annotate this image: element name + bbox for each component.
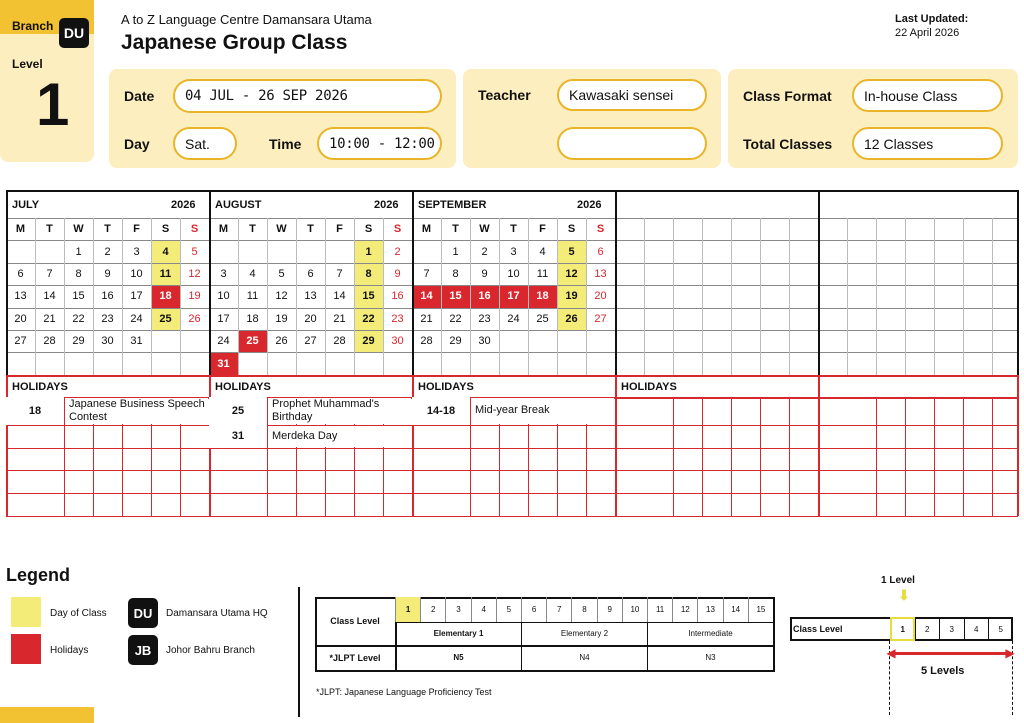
- weekday-header: S: [364, 223, 373, 236]
- weekday-header: T: [307, 223, 314, 236]
- holiday-grid-line-h: [6, 425, 1018, 426]
- holidays-heading: HOLIDAYS: [621, 380, 677, 393]
- calendar-day: 16: [101, 290, 114, 303]
- weekday-header: S: [190, 223, 199, 236]
- grid-line-v: [325, 218, 326, 375]
- calendar-day: 3: [220, 267, 227, 280]
- calendar-day: 13: [14, 290, 27, 303]
- calendar-day: 8: [354, 263, 383, 285]
- grid-line-v: [702, 218, 703, 375]
- level-cell: 4: [471, 597, 496, 622]
- holiday-grid-line-h: [6, 470, 1018, 471]
- level-cell: 15: [748, 597, 773, 622]
- lv-border: [315, 670, 773, 672]
- calendar-day: 2: [394, 245, 401, 258]
- level-group: Elementary 2: [521, 622, 647, 645]
- holiday-grid-line-v: [760, 397, 761, 516]
- level-number: 1: [36, 71, 70, 138]
- month-divider: [615, 190, 617, 375]
- weekday-header: M: [15, 223, 26, 236]
- month-name: SEPTEMBER: [418, 199, 487, 211]
- mini-level-cell: 2: [915, 617, 940, 641]
- calendar-day: 10: [217, 290, 230, 303]
- grid-line-v: [586, 218, 587, 375]
- grid-line-v: [963, 218, 964, 375]
- mini-level-cell: 1: [890, 617, 915, 641]
- month-year: 2026: [374, 199, 399, 211]
- grid-line-h: [6, 308, 1018, 309]
- level-cell: 12: [672, 597, 697, 622]
- weekday-header: S: [393, 223, 402, 236]
- weekday-header: M: [421, 223, 432, 236]
- weekday-header: F: [133, 223, 140, 236]
- calendar-day: 7: [423, 267, 430, 280]
- holiday-date: 31: [209, 425, 267, 448]
- grid-line-v: [992, 218, 993, 375]
- date-label: Date: [124, 88, 155, 104]
- calendar-day: 15: [441, 285, 470, 307]
- calendar-day: 6: [307, 267, 314, 280]
- month-divider: [209, 190, 211, 375]
- calendar-day: 1: [452, 245, 459, 258]
- jlpt-footnote: *JLPT: Japanese Language Proficiency Test: [316, 687, 492, 697]
- calendar-day: 10: [130, 267, 143, 280]
- grid-line-v: [64, 218, 65, 375]
- class-format-field: In-house Class: [852, 79, 1003, 112]
- holiday-grid-line-h: [6, 448, 1018, 449]
- calendar-day: 26: [557, 308, 586, 330]
- grid-line-v: [383, 218, 384, 375]
- grid-line-v: [441, 218, 442, 375]
- calendar-day: 4: [249, 267, 256, 280]
- holiday-name: Japanese Business Speech Contest: [65, 398, 208, 424]
- calendar-day: 21: [333, 312, 346, 325]
- time-field: 10:00 - 12:00: [317, 127, 442, 160]
- calendar-day: 11: [151, 263, 180, 285]
- weekday-header: S: [596, 223, 605, 236]
- calendar-day: 2: [104, 245, 111, 258]
- calendar-day: 21: [43, 312, 56, 325]
- level-cell: 3: [445, 597, 470, 622]
- calendar-day: 5: [278, 267, 285, 280]
- calendar-day: 27: [594, 312, 607, 325]
- jlpt-level-label: *JLPT Level: [329, 652, 381, 663]
- holiday-name: Merdeka Day: [268, 426, 411, 447]
- right-arrowhead-icon: ▶: [1005, 646, 1015, 660]
- lv-border: [773, 597, 775, 672]
- grid-line-h: [6, 190, 1018, 192]
- jlpt-group: N4: [521, 645, 647, 670]
- calendar-day: 20: [14, 312, 27, 325]
- range-arrow-line: [894, 652, 1008, 655]
- holiday-name: Prophet Muhammad's Birthday: [268, 398, 411, 424]
- level-label: Level: [12, 57, 43, 71]
- grid-line-v: [557, 218, 558, 375]
- holidays-heading: HOLIDAYS: [418, 380, 474, 393]
- calendar-day: 3: [133, 245, 140, 258]
- calendar-day: 1: [354, 240, 383, 262]
- calendar-day: 14: [412, 285, 441, 307]
- holiday-grid-line-h: [6, 375, 1018, 377]
- mini-level-cell: 4: [964, 617, 989, 641]
- holiday-grid-line-v: [702, 397, 703, 516]
- calendar-day: 26: [275, 335, 288, 348]
- total-classes-field: 12 Classes: [852, 127, 1003, 160]
- teacher-field: Kawasaki sensei: [557, 79, 707, 111]
- calendar-day: 4: [539, 245, 546, 258]
- weekday-header: S: [161, 223, 170, 236]
- weekday-header: T: [46, 223, 53, 236]
- date-field: 04 JUL - 26 SEP 2026: [173, 79, 442, 113]
- calendar-day: 15: [354, 285, 383, 307]
- holiday-name: Mid-year Break: [471, 398, 614, 424]
- level-cell: 11: [647, 597, 672, 622]
- grid-line-v: [673, 218, 674, 375]
- weekday-header: M: [218, 223, 229, 236]
- grid-line-v: [35, 218, 36, 375]
- level-cell: 7: [546, 597, 571, 622]
- calendar-day: 1: [75, 245, 82, 258]
- month-name: JULY: [12, 199, 40, 211]
- calendar-day: 20: [594, 290, 607, 303]
- grid-line-v: [528, 218, 529, 375]
- calendar-day: 17: [499, 285, 528, 307]
- calendar-day: 18: [151, 285, 180, 307]
- holiday-grid-line-v: [876, 397, 877, 516]
- grid-line-v: [731, 218, 732, 375]
- calendar-day: 25: [238, 330, 267, 352]
- calendar-day: 30: [101, 335, 114, 348]
- day-label: Day: [124, 136, 150, 152]
- holidays-heading: HOLIDAYS: [12, 380, 68, 393]
- class-format-label: Class Format: [743, 88, 832, 104]
- branch-jb-name: Johor Bahru Branch: [166, 645, 255, 656]
- five-levels-label: 5 Levels: [921, 665, 965, 677]
- grid-line-h: [6, 263, 1018, 264]
- month-year: 2026: [577, 199, 602, 211]
- grid-line-v: [267, 218, 268, 375]
- calendar-day: 15: [72, 290, 85, 303]
- calendar-day: 18: [246, 312, 259, 325]
- calendar-day: 24: [130, 312, 143, 325]
- calendar-day: 7: [46, 267, 53, 280]
- calendar-day: 26: [188, 312, 201, 325]
- calendar-day: 13: [304, 290, 317, 303]
- calendar-day: 19: [557, 285, 586, 307]
- holiday-divider-v: [1017, 375, 1019, 516]
- holiday-divider-v: [615, 375, 617, 516]
- calendar-day: 20: [304, 312, 317, 325]
- weekday-header: T: [510, 223, 517, 236]
- level-cell: 2: [420, 597, 445, 622]
- grid-line-v: [789, 218, 790, 375]
- calendar-day: 10: [507, 267, 520, 280]
- holiday-grid-line-v: [992, 397, 993, 516]
- calendar-day: 28: [420, 335, 433, 348]
- one-level-label: 1 Level: [881, 575, 915, 586]
- grid-line-v: [238, 218, 239, 375]
- calendar-day: 16: [470, 285, 499, 307]
- calendar-day: 28: [43, 335, 56, 348]
- month-year: 2026: [171, 199, 196, 211]
- grid-line-v: [847, 218, 848, 375]
- holiday-grid-line-v: [731, 397, 732, 516]
- holidays-heading: HOLIDAYS: [215, 380, 271, 393]
- holiday-grid-line-v: [789, 397, 790, 516]
- holiday-grid-line-h: [6, 516, 1018, 517]
- level-cell: 1: [395, 597, 420, 622]
- holiday-date: 18: [6, 397, 64, 425]
- weekday-header: T: [452, 223, 459, 236]
- calendar-day: 25: [536, 312, 549, 325]
- mini-level-cell: 5: [988, 617, 1013, 641]
- holiday-date: 14-18: [412, 397, 470, 425]
- calendar-day: 12: [188, 267, 201, 280]
- calendar-day: 24: [217, 335, 230, 348]
- calendar-day: 27: [304, 335, 317, 348]
- grid-line-v: [905, 218, 906, 375]
- branch-du-name: Damansara Utama HQ: [166, 608, 268, 619]
- calendar-day: 17: [217, 312, 230, 325]
- calendar-day: 3: [510, 245, 517, 258]
- calendar-day: 14: [333, 290, 346, 303]
- last-updated-date: 22 April 2026: [895, 27, 960, 39]
- calendar-day: 22: [449, 312, 462, 325]
- calendar-day: 27: [14, 335, 27, 348]
- grid-line-v: [93, 218, 94, 375]
- holiday-swatch: [11, 634, 41, 664]
- class-day-swatch: [11, 597, 41, 627]
- holiday-grid-line-v: [905, 397, 906, 516]
- branch-badge-jb: JB: [128, 635, 158, 665]
- calendar-day: 28: [333, 335, 346, 348]
- level-group: Intermediate: [647, 622, 773, 645]
- calendar-day: 17: [130, 290, 143, 303]
- level-cell: 13: [697, 597, 722, 622]
- calendar-day: 29: [72, 335, 85, 348]
- calendar-day: 30: [391, 335, 404, 348]
- calendar-day: 23: [478, 312, 491, 325]
- calendar-day: 30: [478, 335, 491, 348]
- month-name: AUGUST: [215, 199, 262, 211]
- holiday-grid-line-v: [963, 397, 964, 516]
- holiday-date: 25: [209, 397, 267, 425]
- calendar-day: 13: [594, 267, 607, 280]
- grid-line-v: [151, 218, 152, 375]
- holiday-grid-line-h: [6, 493, 1018, 494]
- calendar-day: 19: [188, 290, 201, 303]
- calendar-day: 11: [246, 290, 259, 303]
- teacher-label: Teacher: [478, 87, 531, 103]
- weekday-header: F: [539, 223, 546, 236]
- calendar-day: 29: [449, 335, 462, 348]
- grid-line-v: [354, 218, 355, 375]
- branch-code-badge: DU: [59, 18, 89, 48]
- grid-line-v: [499, 218, 500, 375]
- mini-class-level-label: Class Level: [793, 624, 843, 634]
- calendar-day: 6: [597, 245, 604, 258]
- calendar-day: 18: [528, 285, 557, 307]
- last-updated-label: Last Updated:: [895, 13, 969, 25]
- calendar-day: 22: [354, 308, 383, 330]
- weekday-header: S: [567, 223, 576, 236]
- grid-line-v: [470, 218, 471, 375]
- weekday-header: T: [249, 223, 256, 236]
- calendar-day: 23: [391, 312, 404, 325]
- level-cell: 6: [521, 597, 546, 622]
- grid-line-v: [122, 218, 123, 375]
- calendar-day: 31: [209, 352, 238, 374]
- jlpt-group: N5: [395, 645, 521, 670]
- month-divider: [412, 190, 414, 375]
- page-title: Japanese Group Class: [121, 31, 348, 54]
- calendar-day: 9: [104, 267, 111, 280]
- calendar-day: 2: [481, 245, 488, 258]
- grid-line-v: [876, 218, 877, 375]
- level-group: Elementary 1: [395, 622, 521, 645]
- calendar-day: 8: [75, 267, 82, 280]
- grid-line-h: [6, 218, 1018, 219]
- branch-badge-du: DU: [128, 598, 158, 628]
- grid-line-h: [6, 240, 1018, 241]
- holiday-legend-label: Holidays: [50, 645, 89, 656]
- level-cell: 10: [622, 597, 647, 622]
- grid-line-h: [6, 352, 1018, 353]
- grid-line-v: [760, 218, 761, 375]
- calendar-day: 4: [151, 240, 180, 262]
- calendar-day: 5: [191, 245, 198, 258]
- calendar-day: 19: [275, 312, 288, 325]
- level-cell: 9: [597, 597, 622, 622]
- calendar-day: 9: [394, 267, 401, 280]
- month-divider: [818, 190, 820, 375]
- calendar-day: 23: [101, 312, 114, 325]
- grid-line-h: [6, 285, 1018, 286]
- holiday-grid-line-v: [934, 397, 935, 516]
- calendar-day: 7: [336, 267, 343, 280]
- calendar-day: 24: [507, 312, 520, 325]
- time-label: Time: [269, 136, 302, 152]
- calendar-day: 16: [391, 290, 404, 303]
- total-classes-label: Total Classes: [743, 136, 833, 152]
- holiday-divider-v: [818, 375, 820, 516]
- grid-line-v: [934, 218, 935, 375]
- calendar-day: 12: [275, 290, 288, 303]
- centre-name: A to Z Language Centre Damansara Utama: [121, 12, 372, 27]
- level-cell: 8: [571, 597, 596, 622]
- calendar-day: 29: [354, 330, 383, 352]
- calendar-day: 11: [536, 267, 549, 280]
- weekday-header: W: [479, 223, 490, 236]
- calendar-day: 22: [72, 312, 85, 325]
- calendar-day: 14: [43, 290, 56, 303]
- month-divider: [6, 190, 8, 375]
- calendar-day: 12: [557, 263, 586, 285]
- holiday-grid-line-v: [673, 397, 674, 516]
- level-cell: 14: [723, 597, 748, 622]
- grid-line-v: [644, 218, 645, 375]
- legend-title: Legend: [6, 565, 71, 585]
- grid-line-v: [296, 218, 297, 375]
- class-day-legend-label: Day of Class: [50, 608, 107, 619]
- calendar-day: 25: [151, 308, 180, 330]
- legend-divider: [298, 587, 300, 717]
- weekday-header: W: [276, 223, 287, 236]
- day-field: Sat.: [173, 127, 237, 160]
- calendar-day: 21: [420, 312, 433, 325]
- down-arrow-icon: ⬇: [898, 586, 910, 603]
- mini-level-cell: 3: [939, 617, 964, 641]
- grid-line-v: [180, 218, 181, 375]
- weekday-header: T: [104, 223, 111, 236]
- level-cell: 5: [496, 597, 521, 622]
- grid-line-h: [6, 330, 1018, 331]
- branch-label: Branch: [12, 19, 54, 33]
- calendar-day: 31: [130, 335, 143, 348]
- calendar-day: 8: [452, 267, 459, 280]
- jlpt-group: N3: [647, 645, 773, 670]
- calendar-day: 6: [17, 267, 24, 280]
- weekday-header: W: [73, 223, 84, 236]
- weekday-header: F: [336, 223, 343, 236]
- class-level-label: Class Level: [330, 616, 380, 626]
- teacher-field-2: [557, 127, 707, 160]
- left-arrowhead-icon: ◀: [886, 646, 896, 660]
- month-divider: [1017, 190, 1019, 375]
- calendar-day: 9: [481, 267, 488, 280]
- calendar-day: 5: [557, 240, 586, 262]
